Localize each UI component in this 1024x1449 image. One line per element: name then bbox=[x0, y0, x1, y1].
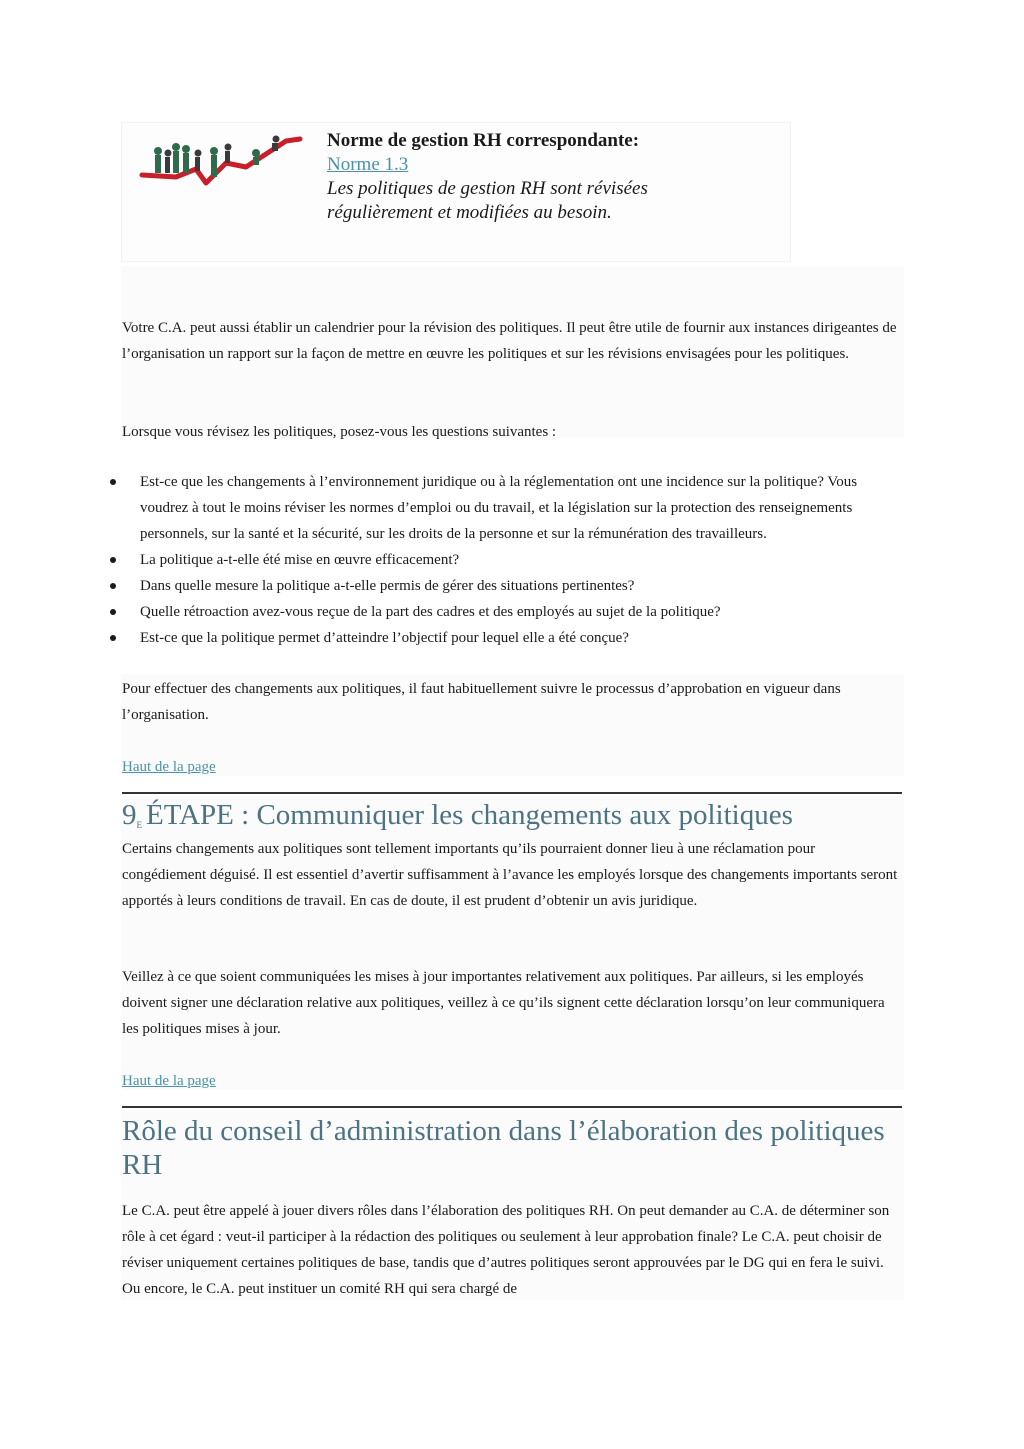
step9-paragraph-2: Veillez à ce que soient communiquées les mises à jour importantes relativement aux politiques. Par ailleurs, si les employés doivent signer une déclaration relative aux politiques, veillez à ce qu’ils signent cette déclaration lorsqu’on leur communiquera les politiques mises à jour. bbox=[122, 969, 885, 1037]
norme-box bbox=[121, 122, 791, 262]
after-list-paragraph: Pour effectuer des changements aux politiques, il faut habituellement suivre le processus d’approbation en vigueur dans l’organisation. bbox=[122, 681, 841, 723]
role-paragraph-1: Le C.A. peut être appelé à jouer divers rôles dans l’élaboration des politiques RH. On peut demander au C.A. de déterminer son rôle à cet égard : veut-il participer à la rédaction des politiques ou seulement à leur approbation finale? Le C.A. peut choisir de réviser uniquement certaines politiques de base, tandis que d’autres politiques seront approuvées par le DG qui en fera le suivi. Ou encore, le C.A. peut instituer un comité RH qui sera chargé de bbox=[122, 1203, 890, 1297]
bullet-icon bbox=[110, 583, 116, 589]
people-growth-illustration bbox=[136, 129, 306, 195]
top-of-page-link[interactable]: Haut de la page bbox=[122, 759, 216, 775]
divider bbox=[122, 792, 902, 794]
questions-list bbox=[107, 469, 897, 651]
role-heading: Rôle du conseil d’administration dans l’élaboration des politiques RH bbox=[122, 1115, 885, 1181]
bullet-icon bbox=[110, 635, 116, 641]
top-link-line-1 bbox=[122, 754, 902, 780]
norme-desc-line2: régulièrement et modifiées au besoin. bbox=[327, 202, 612, 223]
step9-heading bbox=[122, 798, 912, 832]
norme-title: Norme de gestion RH correspondante: bbox=[327, 130, 640, 151]
list-item: Dans quelle mesure la politique a-t-elle permis de gérer des situations pertinentes? bbox=[107, 573, 897, 599]
bullet-icon bbox=[110, 609, 116, 615]
list-item: Quelle rétroaction avez-vous reçue de la part des cadres et des employés au sujet de la politique? bbox=[107, 599, 897, 625]
list-item: La politique a-t-elle été mise en œuvre efficacement? bbox=[107, 547, 897, 573]
step9-title: ÉTAPE : Communiquer les changements aux politiques bbox=[146, 799, 793, 831]
step9-number: 9 bbox=[122, 799, 137, 831]
norme-text bbox=[327, 129, 767, 225]
list-item: Est-ce que la politique permet d’atteindre l’objectif pour lequel elle a été conçue? bbox=[107, 625, 897, 651]
intro-paragraph-1: Votre C.A. peut aussi établir un calendrier pour la révision des politiques. Il peut être utile de fournir aux instances dirigeantes de l’organisation un rapport sur la façon de mettre en œuvre les politiques et sur les révisions envisagées pour les politiques. bbox=[122, 320, 897, 362]
top-link-line-2 bbox=[122, 1068, 902, 1094]
divider bbox=[122, 1106, 902, 1108]
list-item: Est-ce que les changements à l’environnement juridique ou à la réglementation ont une incidence sur la politique? Vous voudrez à tout le moins réviser les normes d’emploi ou du travail, et la législation sur la protection des renseignements personnels, sur la santé et la sécurité, sur les droits de la personne et sur la rémunération des travailleurs. bbox=[107, 469, 897, 547]
bullet-icon bbox=[110, 479, 116, 485]
bullet-icon bbox=[110, 557, 116, 563]
norme-link[interactable]: Norme 1.3 bbox=[327, 154, 409, 175]
step9-paragraph-1: Certains changements aux politiques sont tellement importants qu’ils pourraient donner lieu à une réclamation pour congédiement déguisé. Il est essentiel d’avertir suffisamment à l’avance les employés lorsque des changements importants seront apportés à leurs conditions de travail. En cas de doute, il est prudent d’obtenir un avis juridique. bbox=[122, 841, 898, 909]
norme-desc-line1: Les politiques de gestion RH sont révisées bbox=[327, 178, 648, 199]
step9-suffix: E bbox=[136, 820, 142, 830]
top-of-page-link[interactable]: Haut de la page bbox=[122, 1073, 216, 1089]
intro-paragraph-2: Lorsque vous révisez les politiques, posez-vous les questions suivantes : bbox=[122, 424, 557, 440]
